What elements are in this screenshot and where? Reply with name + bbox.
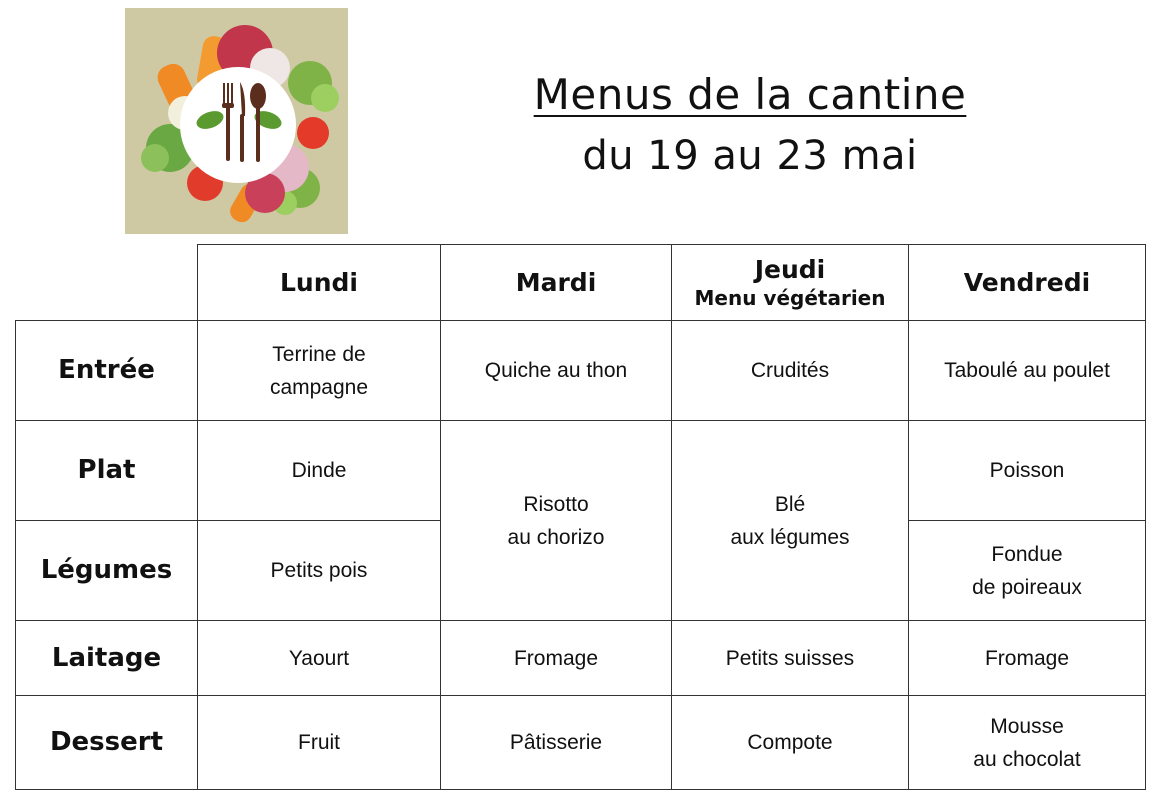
cutlery-vegetables-logo-icon	[125, 8, 348, 234]
table-row	[16, 321, 1146, 421]
cell-laitage-lundi: Yaourt	[198, 621, 441, 696]
cell-dessert-mardi: Pâtisserie	[441, 696, 672, 790]
cell-plat-lundi: Dinde	[198, 421, 441, 521]
table-row	[16, 696, 1146, 790]
day-subtitle: Menu végétarien	[694, 285, 886, 310]
day-name: Mardi	[515, 267, 597, 297]
cell-dessert-jeudi: Compote	[672, 696, 909, 790]
cell-plat-legumes-jeudi: Blé aux légumes	[672, 421, 909, 621]
table-row	[16, 621, 1146, 696]
cell-plat-legumes-mardi: Risotto au chorizo	[441, 421, 672, 621]
page-title	[450, 66, 1050, 186]
row-header-plat: Plat	[16, 421, 198, 521]
day-header-jeudi	[672, 245, 909, 321]
day-header-vendredi	[909, 245, 1146, 321]
day-name: Vendredi	[963, 267, 1091, 297]
row-header-entree: Entrée	[16, 321, 198, 421]
corner-cell	[16, 245, 198, 321]
cell-legumes-vendredi: Fondue de poireaux	[909, 521, 1146, 621]
row-header-dessert: Dessert	[16, 696, 198, 790]
cell-entree-lundi: Terrine de campagne	[198, 321, 441, 421]
row-header-laitage: Laitage	[16, 621, 198, 696]
table-row	[16, 421, 1146, 521]
cell-laitage-jeudi: Petits suisses	[672, 621, 909, 696]
cell-legumes-lundi: Petits pois	[198, 521, 441, 621]
cell-laitage-mardi: Fromage	[441, 621, 672, 696]
menu-table	[15, 244, 1146, 790]
cell-laitage-vendredi: Fromage	[909, 621, 1146, 696]
row-header-legumes: Légumes	[16, 521, 198, 621]
title-dates: du 19 au 23 mai	[582, 133, 918, 179]
cell-entree-vendredi: Taboulé au poulet	[909, 321, 1146, 421]
day-name: Lundi	[280, 267, 358, 297]
day-header-mardi	[441, 245, 672, 321]
day-header-lundi	[198, 245, 441, 321]
cell-dessert-lundi: Fruit	[198, 696, 441, 790]
header-row	[16, 245, 1146, 321]
day-name: Jeudi	[754, 254, 826, 284]
title-main: Menus de la cantine	[533, 70, 967, 119]
cell-dessert-vendredi: Mousse au chocolat	[909, 696, 1146, 790]
cell-entree-jeudi: Crudités	[672, 321, 909, 421]
cell-entree-mardi: Quiche au thon	[441, 321, 672, 421]
cell-plat-vendredi: Poisson	[909, 421, 1146, 521]
